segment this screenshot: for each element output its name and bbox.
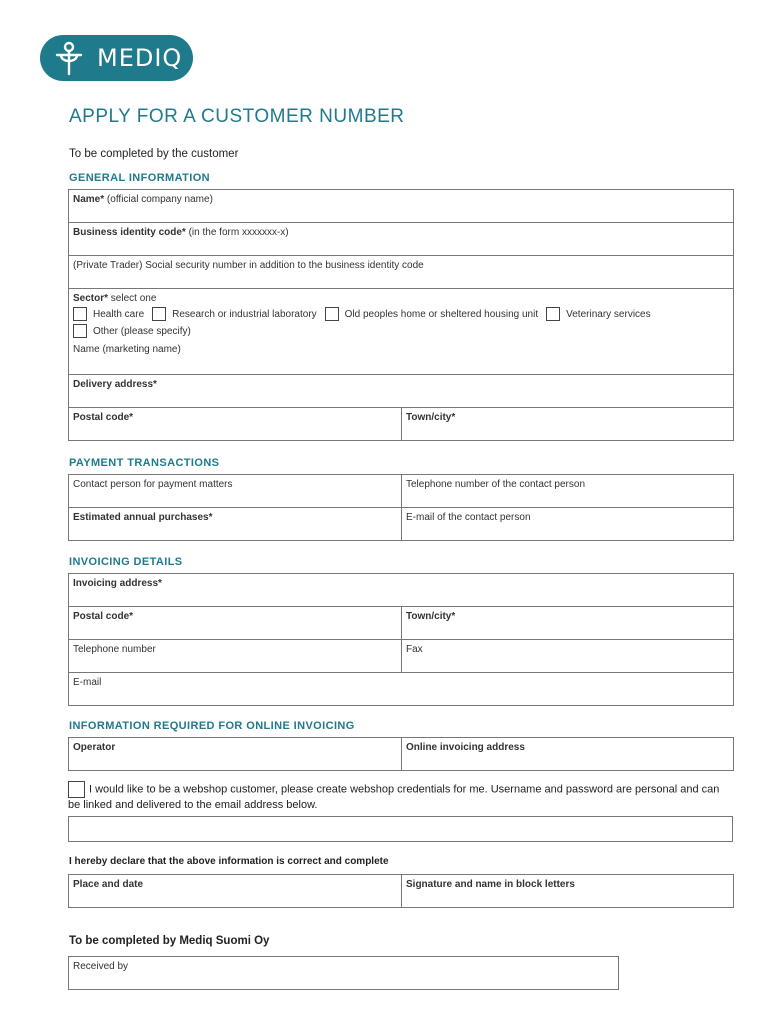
online-invoicing-table <box>68 737 734 771</box>
webshop-checkbox[interactable] <box>68 781 85 798</box>
sector-option-old-peoples-home[interactable]: Old peoples home or sheltered housing unit <box>325 307 538 321</box>
invoicing-table <box>68 573 734 706</box>
ssn-label: (Private Trader) Social security number in addition to the business identity code <box>73 260 424 271</box>
signature-table <box>68 874 734 908</box>
mediq-logo <box>40 35 193 81</box>
name-field[interactable] <box>69 190 734 223</box>
delivery-address-label: Delivery address* <box>73 379 157 390</box>
general-heading: GENERAL INFORMATION <box>69 172 211 184</box>
invoicing-address-field[interactable]: Invoicing address* <box>69 574 734 607</box>
marketing-name-label: Name (marketing name) <box>73 343 181 355</box>
invoicing-heading: INVOICING DETAILS <box>69 556 183 568</box>
received-by-field[interactable]: Received by <box>69 957 619 990</box>
checkbox-old-peoples-home[interactable] <box>325 307 339 321</box>
declaration-text: I hereby declare that the above information is correct and complete <box>69 856 389 867</box>
webshop-consent <box>68 781 733 812</box>
postal-code-field[interactable] <box>69 408 402 441</box>
signature-field[interactable]: Signature and name in block letters <box>402 875 734 908</box>
payment-heading: PAYMENT TRANSACTIONS <box>69 457 220 469</box>
online-invoicing-heading: INFORMATION REQUIRED FOR ONLINE INVOICING <box>69 720 355 732</box>
business-id-field[interactable] <box>69 223 734 256</box>
checkbox-other[interactable] <box>73 324 87 338</box>
invoicing-email-field[interactable]: E-mail <box>69 673 734 706</box>
mediq-cross-icon <box>53 41 89 77</box>
sector-option-veterinary[interactable]: Veterinary services <box>546 307 650 321</box>
checkbox-research[interactable] <box>152 307 166 321</box>
contact-phone-field[interactable]: Telephone number of the contact person <box>402 475 734 508</box>
logo-wordmark: MEDIQ <box>97 44 183 72</box>
webshop-text: I would like to be a webshop customer, please create webshop credentials for me. Username and password are personal and can be linked and delivered to the email address below. <box>68 783 720 811</box>
sector-option-research[interactable]: Research or industrial laboratory <box>152 307 317 321</box>
checkbox-health-care[interactable] <box>73 307 87 321</box>
business-id-hint: (in the form xxxxxxx-x) <box>188 227 289 238</box>
sector-field <box>69 289 734 342</box>
marketing-name-field[interactable] <box>69 342 734 375</box>
invoicing-postal-field[interactable]: Postal code* <box>69 607 402 640</box>
business-id-label: Business identity code* <box>73 227 186 238</box>
town-label: Town/city* <box>406 412 456 423</box>
operator-field[interactable]: Operator <box>69 738 402 771</box>
place-date-field[interactable]: Place and date <box>69 875 402 908</box>
sector-option-other[interactable]: Other (please specify) <box>73 324 191 338</box>
town-field[interactable] <box>402 408 734 441</box>
subtitle: To be completed by the customer <box>69 148 239 160</box>
sector-option-health-care[interactable]: Health care <box>73 307 144 321</box>
online-address-field[interactable]: Online invoicing address <box>402 738 734 771</box>
webshop-email-table <box>68 816 733 842</box>
invoicing-town-field[interactable]: Town/city* <box>402 607 734 640</box>
received-table <box>68 956 619 990</box>
delivery-address-field[interactable] <box>69 375 734 408</box>
contact-email-field[interactable]: E-mail of the contact person <box>402 508 734 541</box>
mediq-section-heading: To be completed by Mediq Suomi Oy <box>69 935 270 947</box>
annual-purchases-field[interactable]: Estimated annual purchases* <box>69 508 402 541</box>
webshop-email-field[interactable] <box>69 817 733 842</box>
invoicing-fax-field[interactable]: Fax <box>402 640 734 673</box>
page-title: APPLY FOR A CUSTOMER NUMBER <box>69 106 405 127</box>
sector-label: Sector* <box>73 293 109 304</box>
checkbox-veterinary[interactable] <box>546 307 560 321</box>
contact-person-field[interactable]: Contact person for payment matters <box>69 475 402 508</box>
name-hint: (official company name) <box>106 194 213 205</box>
sector-hint: select one <box>110 293 157 304</box>
ssn-field[interactable] <box>69 256 734 289</box>
payment-table <box>68 474 734 541</box>
postal-code-label: Postal code* <box>73 412 134 423</box>
invoicing-phone-field[interactable]: Telephone number <box>69 640 402 673</box>
name-label: Name* <box>73 194 105 205</box>
general-table <box>68 189 734 441</box>
